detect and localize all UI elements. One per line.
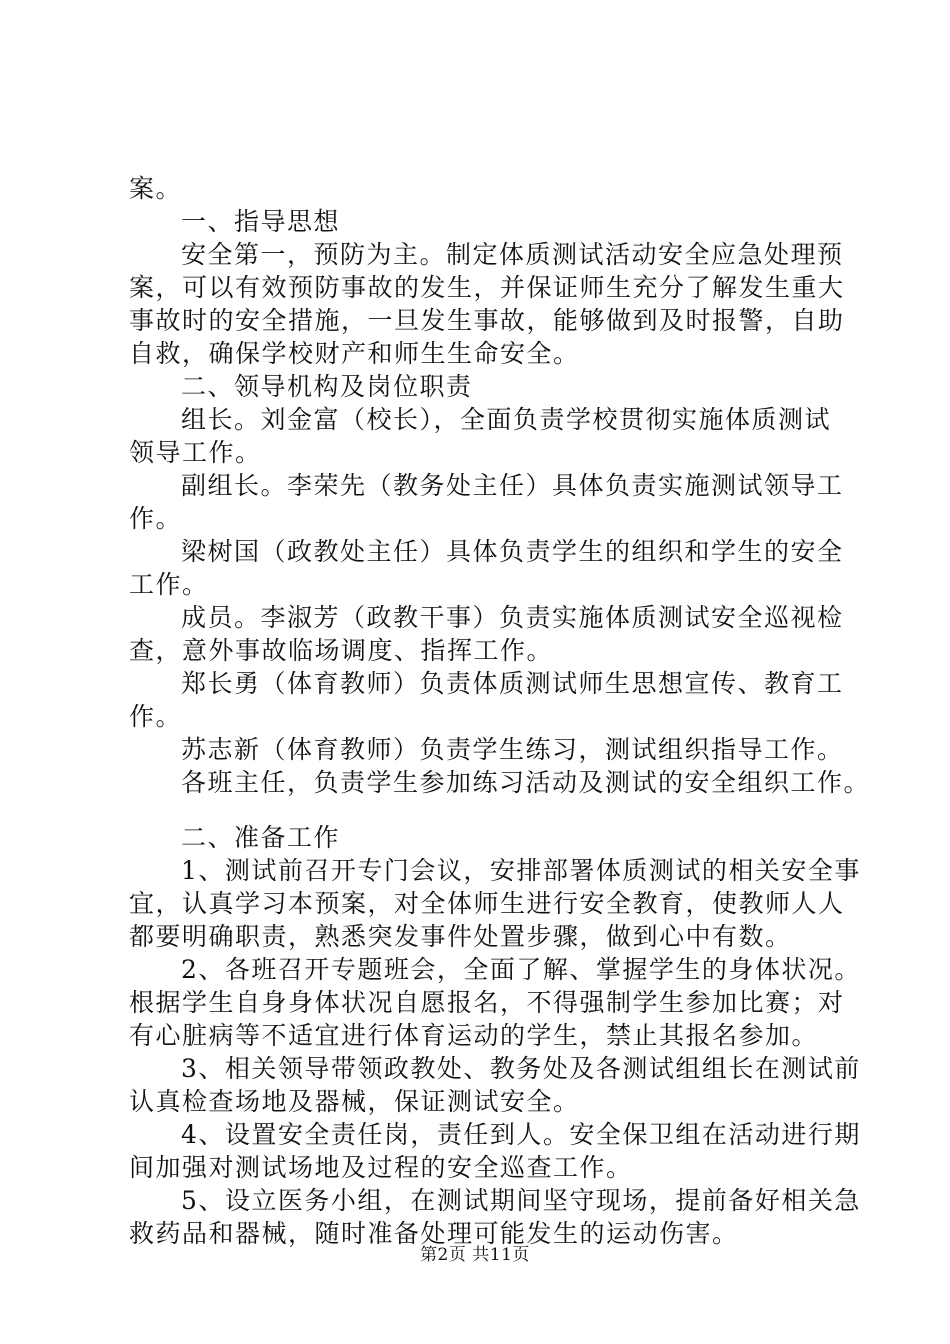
- text-line: 二、领导机构及岗位职责: [181, 372, 473, 401]
- text-line: 领导工作。: [129, 438, 262, 467]
- text-line: 1、测试前召开专门会议，安排部署体质测试的相关安全事: [181, 856, 861, 885]
- text-line: 作。: [129, 702, 183, 731]
- text-line: 认真检查场地及器械，保证测试安全。: [129, 1087, 580, 1116]
- document-body: [129, 172, 871, 1250]
- text-line: 成员。李淑芳（政教干事）负责实施体质测试安全巡视检: [181, 603, 844, 632]
- text-line: 二、准备工作: [181, 823, 341, 852]
- paragraph-spacer: [129, 799, 834, 821]
- page-footer: 第2页 共11页: [420, 1245, 530, 1265]
- text-line: 郑长勇（体育教师）负责体质测试师生思想宣传、教育工: [181, 669, 844, 698]
- text-line: 4、设置安全责任岗，责任到人。安全保卫组在活动进行期: [181, 1120, 861, 1149]
- text-line: 副组长。李荣先（教务处主任）具体负责实施测试领导工: [181, 471, 844, 500]
- text-line: 案。: [129, 174, 183, 203]
- text-line: 5、设立医务小组，在测试期间坚守现场，提前备好相关急: [181, 1186, 861, 1215]
- text-line: 梁树国（政教处主任）具体负责学生的组织和学生的安全: [181, 537, 844, 566]
- text-line: 一、指导思想: [181, 207, 341, 236]
- text-line: 根据学生自身身体状况自愿报名，不得强制学生参加比赛；对: [129, 988, 845, 1017]
- text-line: 2、各班召开专题班会，全面了解、掌握学生的身体状况。: [181, 955, 861, 984]
- text-line: 组长。刘金富（校长），全面负责学校贯彻实施体质测试: [181, 405, 832, 434]
- text-line: 事故时的安全措施，一旦发生事故，能够做到及时报警，自助: [129, 306, 845, 335]
- text-line: 作。: [129, 504, 183, 533]
- text-line: 各班主任，负责学生参加练习活动及测试的安全组织工作。: [181, 768, 871, 797]
- text-line: 查，意外事故临场调度、指挥工作。: [129, 636, 554, 665]
- text-line: 宜，认真学习本预案，对全体师生进行安全教育，使教师人人: [129, 889, 845, 918]
- text-line: 间加强对测试场地及过程的安全巡查工作。: [129, 1153, 633, 1182]
- text-line: 有心脏病等不适宜进行体育运动的学生，禁止其报名参加。: [129, 1021, 819, 1050]
- text-line: 安全第一，预防为主。制定体质测试活动安全应急处理预: [181, 240, 844, 269]
- text-line: 救药品和器械，随时准备处理可能发生的运动伤害。: [129, 1219, 739, 1248]
- text-line: 案，可以有效预防事故的发生，并保证师生充分了解发生重大: [129, 273, 845, 302]
- text-line: 自救，确保学校财产和师生生命安全。: [129, 339, 580, 368]
- text-line: 3、相关领导带领政教处、教务处及各测试组组长在测试前: [181, 1054, 861, 1083]
- text-line: 工作。: [129, 570, 209, 599]
- text-line: 苏志新（体育教师）负责学生练习，测试组织指导工作。: [181, 735, 844, 764]
- text-line: 都要明确职责，熟悉突发事件处置步骤，做到心中有数。: [129, 922, 792, 951]
